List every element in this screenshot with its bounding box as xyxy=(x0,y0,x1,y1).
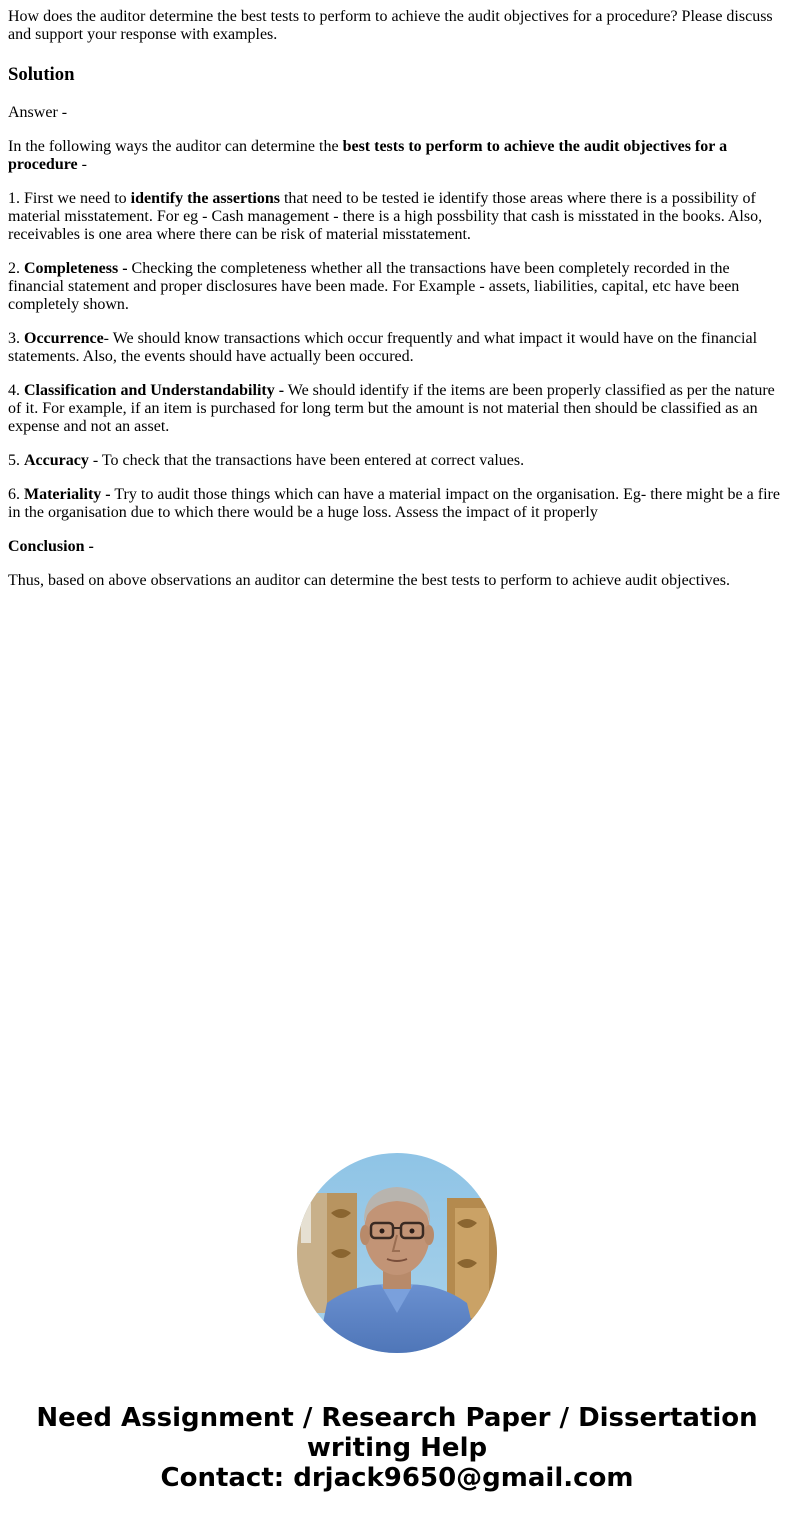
point-paragraph xyxy=(8,452,786,470)
point-paragraph xyxy=(8,260,786,314)
promo-banner xyxy=(0,1403,794,1493)
point-number: 6. xyxy=(8,486,24,503)
point-number: 3. xyxy=(8,330,24,347)
person-portrait-icon xyxy=(297,1153,497,1353)
point-text: We should identify if the items are been properly classified as per the nature of it. For example, if an item is purchased for long term but the amount is not material then should be classified as an expense and not an asset. xyxy=(8,382,775,435)
intro-bold-text: best tests to perform to achieve the audit objectives for a procedure xyxy=(8,138,728,173)
question-text: How does the auditor determine the best tests to perform to achieve the audit objectives for a procedure? Please discuss and support your response with examples. xyxy=(8,8,773,43)
point-number: 2. xyxy=(8,260,24,277)
point-text: - To check that the transactions have been entered at correct values. xyxy=(88,452,525,469)
point-text: - We should know transactions which occur frequently and what impact it would have on the financial statements. Also, the events should have actually been occured. xyxy=(8,330,758,365)
point-text: Checking the completeness whether all the transactions have been completely recorded in the financial statement and proper disclosures have been made. For Example - assets, liabilities, capital, etc have been completely shown. xyxy=(8,260,740,313)
point-paragraph xyxy=(8,382,786,436)
conclusion-heading xyxy=(8,538,786,556)
intro-paragraph xyxy=(8,138,786,174)
point-text: that need to be tested ie identify those areas where there is a possibility of material misstatement. For eg - Cash management - there is a high possbility that cash is misstated in the books. Also, receivables is one area where there can be risk of material misstatement. xyxy=(8,190,763,243)
conclusion-heading-text: Conclusion - xyxy=(8,538,94,555)
conclusion-text: Thus, based on above observations an auditor can determine the best tests to perform to achieve audit objectives. xyxy=(8,572,730,589)
avatar xyxy=(297,1153,497,1353)
point-text: Try to audit those things which can have a material impact on the organisation. Eg- there might be a fire in the organisation due to which there would be a huge loss. Assess the impact of it properly xyxy=(8,486,780,521)
intro-text-after: - xyxy=(77,156,87,173)
point-bold-term: Accuracy xyxy=(24,452,89,469)
point-bold-term: Occurrence xyxy=(24,330,104,347)
promo-contact: Contact: drjack9650@gmail.com xyxy=(160,1463,634,1493)
point-number: 1. xyxy=(8,190,24,207)
point-paragraph xyxy=(8,190,786,244)
point-number: 4. xyxy=(8,382,24,399)
point-bold-term: Completeness - xyxy=(24,260,128,277)
point-bold-term: Materiality - xyxy=(24,486,111,503)
point-paragraph xyxy=(8,486,786,522)
promo-line: Need Assignment / Research Paper / Dissertation xyxy=(36,1403,758,1433)
point-bold-term: Classification and Understandability - xyxy=(24,382,285,399)
answer-label: Answer - xyxy=(8,104,68,121)
solution-heading: Solution xyxy=(8,64,75,85)
point-paragraph xyxy=(8,330,786,366)
promo-line: writing Help xyxy=(306,1433,488,1463)
document-body xyxy=(8,8,786,606)
intro-text-before: In the following ways the auditor can determine the xyxy=(8,138,343,155)
point-number: 5. xyxy=(8,452,24,469)
point-bold-term: identify the assertions xyxy=(130,190,280,207)
point-lead: First we need to xyxy=(24,190,131,207)
